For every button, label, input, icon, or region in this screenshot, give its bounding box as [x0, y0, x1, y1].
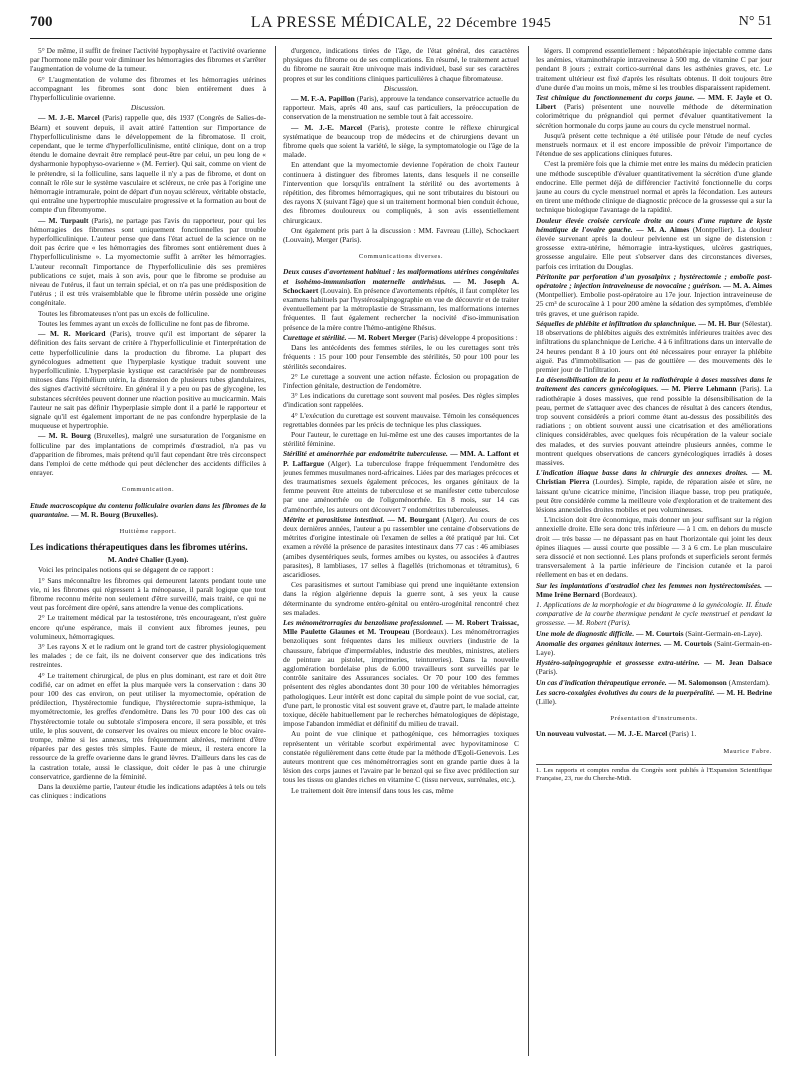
section-label: Discussion.	[383, 83, 419, 93]
communication-text: (Alger). La tuberculose frappe fréquemment l'endomètre des jeunes femmes musulmanes nord-africaines. Liées par des mariages précoces et des traumatismes sexuels également précoces, les organes génitaux de la femme peuvent être atteints de tuberculose et se manifester cette tuberculose par une aménorrhée ou de l'oligoménorrhée. En 8 mois, sur 14 cas d'aménorrhée, les auteurs ont découvert 7 endométrites tuberculeuses.	[283, 458, 519, 514]
communication-author: — M. Bourgant	[387, 514, 440, 524]
communication-text: (Amsterdam).	[728, 677, 770, 687]
paragraph: Ces parasitismes et surtout l'amibiase qui prend une inquiétante extension dans la région algérienne depuis la guerre sont, à ses yeux la cause déterminante du syndrome entéro-génital ou entéro-urogénital rencontré chez ses malades.	[283, 580, 519, 617]
communication-entry: 1. Applications de la morphologie et du biogramme à la gynécologie. II. Étude comparative de la courbe thermique pendant le cycle menstruel et pendant la grossesse. — M. Robert (Paris).	[536, 599, 772, 628]
section-label: Communications diverses.	[358, 253, 444, 261]
communication-text: (Paris) développe 4 propositions :	[417, 332, 518, 342]
paragraph: Le traitement doit être intensif dans tous les cas, même	[291, 785, 454, 795]
communication-author: — M. Courtois	[636, 628, 684, 638]
column-left	[30, 46, 266, 1066]
communication-text: (Alger). Au cours de ces deux dernières années, l'auteur a pu rassembler une centaine d'observations de métrites d'origine intestinale où l'examen de selles a été pratiqué par lui. Cet examen a révélé la présence de parasites intestinaux dans 77 cas : 46 amibiases (amibes dysentériques seuls, formes amibes ou kystes, ou associées à d'autres parasites), 8 lambliases, 17 selles à flagellés (trichomonas et tétramitus), 6 ascaridioses.	[283, 514, 519, 579]
communication-entry	[283, 267, 519, 331]
communication-title: Un cas d'indication thérapeutique erronée.	[536, 677, 667, 687]
communication-text: (Bordeaux).	[601, 589, 637, 599]
entry-text: (Paris), proteste contre le réflexe chirurgical systématique de beaucoup trop de médecins et de chirurgiens devant un fibrome quels que soient la variété, le siège, la symptomatologie ou l'âge de la malade.	[283, 122, 519, 160]
entry-text: (Paris), trouve qu'il est important de séparer la définition des faits servant de critère à l'hyperfolliculinie et l'interprétation de cette hyperfolliculinie dans la production du fibrome. La plupart des gynécologues admettent que l'hyperplasie kystique traduit souvent une hyperfolliculinie. L'hyperplasie kystique est caractérisée par de nombreuses mitoses dans l'épithélium utérin, la distension de plusieurs tubes glandulaires, des signes d'activité sécrétoire. En général il y a peu ou pas de glycogène, les substances sécrétées peuvent donner une réaction positive au mucicarmin. Mais l'auteur ne sait pas définir l'hyperplasie simple dont il a parlé le rapporteur et signale qu'il est également important de ne pas confondre hyperplasie de la muqueuse et hypertrophie.	[30, 329, 266, 431]
communication-text: (Sélestat). 18 observations de phlébites aiguës des extrémités inférieures traitées avec des infiltrations du splanchnique de Leriche. 4 à 6 infiltrations dans un intervalle de 24 heures pendant 8 à 10 jours ont été nécessaires pour enrayer la phlébite aiguë. Pas d'immobilisation — pas de gouttière — des mouvements dès le premier jour de l'infiltration.	[536, 318, 772, 374]
report-author: M. André Chalier (Lyon).	[107, 555, 189, 565]
section-label: Communication.	[121, 486, 175, 494]
entry-text: (Paris) rappelle que, dès 1937 (Congrès de Salies-de-Béarn) et souvent depuis, il avait attiré l'attention sur l'importance de l'hyperfolliculinisme dans le développement de la fibromatose. Il croit, cependant, que le terme d'hyperfolliculinisme, entité clinique, dont on a trop étendu le domaine devrait être remplacé peut-être par celui, un peu long de « dysharmonie hypophyso-ovarienne » (M. Ferrier). Qui sait, comme on vient de le prétendre, si la folliculine, sans laquelle il n'y a pas de fibrome, et dont on connaît le rôle sur le système vasculaire et scléreux, ne crée pas à l'origine une hémorragie intramurale, point de départ d'un noyau scléreux, véritable obstacle, qui entraîne une hypertrophie musculaire progressive et la formation au bout de compte d'un fibromyome.	[30, 113, 266, 215]
paragraph: d'urgence, indications tirées de l'âge, de l'état général, des caractères physiques du fibrome ou de ses complications. En résumé, le traitement actuel du fibrome ne saurait être univoque mais individuel, basé sur ses caractères propres et sur les conditions cliniques particulières à chaque fibromateuse.	[283, 46, 519, 83]
communication-entry	[536, 93, 772, 130]
communication-title: Hystéro-salpingographie et grossesse extra-utérine.	[536, 658, 700, 668]
communication-author: — M. Pierre Lehmann	[661, 384, 737, 394]
communication-title: Métrite et parasitisme intestinal.	[283, 514, 385, 524]
communication-entry	[536, 375, 772, 467]
entry-text: (Paris), approuve la tendance conservatrice actuelle du rapporteur. Mais, après 40 ans, sauf cas particuliers, la préoccupation de conservation de la menstruation ne semble tout à fait accessoire.	[283, 94, 519, 122]
communication-entry	[30, 501, 266, 519]
communication-entry	[536, 688, 772, 706]
communication-author: — M. Jean Dalsace	[703, 658, 772, 668]
discussion-entry	[30, 431, 266, 477]
speaker-name: — M. R. Moricard	[38, 329, 106, 339]
communication-text: (Paris). La radiothérapie à doses massives, que rend possible la désensibilisation de la peau, permet de s'attaquer avec des chances de résultat à des cancers étendus, trop souvent considérés a priori comme étant au-dessus des possibilités des radiations ; on obtient souvent aussi une cicatrisation et des améliorations cliniques considérables, avec quelques fois récupération de la valeur sociale des malades, et des survies pouvant atteindre plusieurs années, comme le montrent quelques observations de cancers gynécologiques irradiés à doses massives.	[536, 384, 772, 467]
issue-date: 22 Décembre 1945	[436, 16, 552, 31]
communication-title: Stérilité et aménorrhée par endométrite tuberculeuse.	[283, 449, 448, 459]
communication-author: — M. H. Bur	[698, 318, 741, 328]
paragraph: légers. Il comprend essentiellement : hépatothérapie injectable comme dans les anémies, vitaminothérapie intraveineuse à 500 mg. de vitamine C par jour pendant 8 jours ; extrait cortico-surrénal dans les asthénies graves, etc. Le traitement ultérieur est fixé d'après les résultats obtenus. Il doit toujours être d'une durée d'au moins un mois, même si les troubles disparaissent rapidement.	[536, 46, 772, 92]
speaker-name: — M. Turpault	[38, 215, 89, 225]
communication-entry	[536, 272, 772, 318]
communication-title: Les sacro-coxalgies évolutives du cours de la puerpéralité.	[536, 687, 715, 697]
communication-entry	[283, 515, 519, 579]
page-header	[30, 14, 772, 39]
communication-title: Sur les implantations d'œstradiol chez les femmes non hystérectomisées.	[536, 580, 762, 590]
discussion-entry	[30, 329, 266, 430]
communication-entry	[536, 658, 772, 676]
communication-author: — MM. A. Laffont et P. Laffargue	[283, 449, 519, 468]
communication-author: — Mme Irène Bernard	[536, 580, 772, 599]
communication-entry	[536, 729, 772, 738]
paragraph: 2° Le traitement médical par la testostérone, très encourageant, n'est guère encore qu'une espérance, mais il convient aux fibromes jeunes, peu volumineux, hémorragiques.	[30, 613, 266, 641]
paragraph: 6° L'augmentation de volume des fibromes et les hémorragies utérines accompagnant les fibromes sont donc bien entièrement dues à l'hyperfolliculinie ovarienne.	[30, 74, 266, 103]
communication-entry	[536, 216, 772, 271]
communication-text: (Paris) 1.	[669, 729, 697, 739]
speaker-name: — M. F.-A. Papillon	[291, 94, 355, 104]
communication-entry	[283, 333, 519, 342]
communication-author: — M. Joseph A. Schockaert	[283, 276, 519, 295]
communication-title: Douleur élevée croisée cervicale droite au cours d'une rupture de kyste hématique de l'ovaire gauche.	[536, 215, 772, 234]
communication-text: (Lourdes). Simple, rapide, de réparation aisée et sûre, ne laissant qu'une cicatrice minime, l'incision iliaque basse, trop peu pratiquée, peut être considérée comme la meilleure voie d'exploration et de traitement des lésions annexielles droites mobiles et peu volumineuses.	[536, 477, 772, 514]
communication-text: (Paris).	[536, 667, 558, 677]
communication-entry	[536, 319, 772, 374]
speaker-name: — M. R. Bourg	[38, 431, 91, 441]
issue-number: N° 51	[738, 14, 772, 29]
communication-author: — M. J.-E. Marcel	[608, 729, 668, 739]
signature: Maurice Fabre.	[723, 747, 772, 755]
column-right	[536, 46, 772, 1066]
communication-title: Curettage et stérilité.	[283, 332, 347, 342]
communication-entry	[283, 618, 519, 728]
paragraph: En attendant que la myomectomie devienne l'opération de choix l'auteur continuera à distinguer des fibromes latents, dans lesquels il ne conseille l'intervention que lorsqu'ils entraînent la stérilité ou des avortements à répétition, des fibromes hémorragiques, qui ne sont tributaires du bistouri ou des rayons X (suivant l'âge) que si un traitement hormonal bien conduit échoue, des fibromes douloureux ou compliqués, à son avis essentiellement chirurgicaux.	[283, 160, 519, 225]
communication-title: La désensibilisation de la peau et la radiothérapie à doses massives dans le traitement des cancers gynécologiques.	[536, 375, 772, 394]
communication-author: — M. Courtois	[663, 638, 712, 648]
paragraph: Dans la deuxième partie, l'auteur étudie les indications adaptées à tels ou tels cas cliniques : indications	[30, 782, 266, 801]
discussion-entry	[283, 94, 519, 122]
communication-text: (Montpellier). Embolie post-opératoire au 17e jour. Injection intraveineuse de 25 cm³ de scurocaïne à 1 pour 200 amène la sédation des symptômes, d'emblée très graves, et une guérison rapide.	[536, 290, 772, 318]
communication-author: — MM. F. Jayle et O. Libert	[536, 93, 772, 112]
communication-text: (Bordeaux). Les ménométrorragies benzoliques sont fréquentes dans les milieux ouvriers (industrie de la chaussure, fabrique d'imperméables, industrie des meubles, ministres, ateliers de peinture au pistolet, imprimeries, teintureries). Dans la nouvelle agglomération bordelaise plus de 6.000 travailleurs sont surveillés par le contrôle sanitaire des Assurances sociales. Or 70 pour 100 des femmes présentent des règles abondantes dont 30 pour 100 de véritables hémorragies pathologiques. Leur intérêt est donc capital du simple point de vue social, car, d'une part, le pronostic vital est souvent grave et, d'autre part, le malade atteinte toxique, décèle habituellement par le recherches hématologiques de dépistage, impose l'abandon immédiat et définitif du milieu de travail.	[283, 627, 519, 729]
communication-title: Péritonite par perforation d'un pyosalpinx ; hystérectomie ; embolie post-opératoire ; injection intraveineuse de novocaïne ; guérison.	[536, 271, 772, 291]
communication-author: — M. Robert Traissac, Mlle Paulette Glaunes et M. Troupeau	[283, 617, 519, 637]
paragraph: 1° Sans méconnaître les fibromes qui demeurent latents pendant toute une vie, ni les fibromes qui régressent à la ménopause, il paraît logique que tout fibrome reconnu mérite non seulement d'être surveillé, mais traité, ce qui ne veut pas forcément dire opéré, sans attendre la venue des complications.	[30, 575, 266, 613]
communication-entry	[283, 449, 519, 513]
communication-author: — M. H. Bedrine	[716, 687, 772, 697]
communication-author: — M. Christian Pierra	[536, 468, 772, 487]
entry-text: (Bruxelles), malgré une sursaturation de l'organisme en folliculine par des implantations de comprimés d'œstradiol, n'a pas vu d'apparition de fibromes, mais prétend qu'il faut cependant être très circonspect dans l'emploi de cette méthode qui peut déclencher des accidents difficiles à enrayer.	[30, 431, 266, 478]
article-columns	[30, 46, 772, 1066]
communication-entry	[536, 629, 772, 638]
paragraph: 5° De même, il suffit de freiner l'activité hypophysaire et l'activité ovarienne par l'hormone mâle pour voir diminuer les hémorragies des fibromes et s'arrêter l'augmentation de volume de la tumeur.	[30, 46, 266, 74]
paragraph: Toutes les femmes ayant un excès de folliculine ne font pas de fibrome.	[38, 318, 250, 328]
journal-title: LA PRESSE MÉDICALE,	[250, 14, 433, 31]
communication-title: Les ménométrorragies du benzolisme professionnel.	[283, 617, 444, 627]
section-label: Discussion.	[130, 103, 166, 113]
paragraph: 3° Les rayons X et le radium ont le grand tort de castrer physiologiquement les malades ; de ce fait, ils ne doivent conserver que des indications très restreintes.	[30, 641, 266, 670]
communication-title: Test chimique du fonctionnement du corps jaune.	[536, 93, 695, 103]
communication-text: (Louvain). En présence d'avortements répétés, il faut compléter les examens habituels par l'hystérosalpingographie en vue de découvrir et de traiter éventuellement par la métroplastie de Strassmann, les malformations internes fréquentes. Il faut également rechercher la nocivité d'iso-immunisation présence de la mère contre l'hémo-antigène Rhésus.	[283, 285, 519, 332]
section-label: Huitième rapport.	[119, 527, 177, 535]
communication-text: (Montpellier). La douleur élevée survenant après la douleur pelvienne est un signe de distension : grossesse extra-utérine, hémorragie intra-kystiques, ulcères gastriques, grossesse angulaire. Elle peut s'observer dans des circonstances diverses, parfois ces irritation du Douglas.	[536, 224, 772, 271]
discussion-entry	[30, 113, 266, 214]
paragraph: Voici les principales notions qui se dégagent de ce rapport :	[38, 565, 214, 575]
paragraph: Toutes les fibromateuses n'ont pas un excès de folliculine.	[38, 308, 210, 318]
paragraph: Au point de vue clinique et pathogénique, ces hémorragies toxiques représentent un véritable scorbut expérimental avec hypovitaminose C constatée régulièrement dans cette étude par la méthode d'Egoli-Genevois. Les auteurs montrent que ces ménométrorragies sont en grande partie dues à la lésion des corps jaunes et l'avaire par le benzol qui se fixe avec prédilection sur tous les tissus ou glandes riches en vitamine C (tissu nerveux, surrénales, etc.).	[283, 729, 519, 785]
communication-author: — M. Salomonson	[668, 677, 727, 687]
paragraph: L'incision doit être économique, mais donner un jour suffisant sur la région annexielle droite. Elle sera donc très inférieure — à 1 cm. en dehors du muscle droit — très basse — ne dépassant pas en haut l'horizontale qui joint les deux épines iliaques — aussi courte que possible — 3 à 6 cm. Le plan musculaire sera dissocié et non sectionné. Les plans profonds et superficiels seront fermés transversalement à la partie inférieure de l'incision cutanée et la paroi réellement en bas et en dedans.	[536, 515, 772, 580]
paragraph: 3° Les indications du curettage sont souvent mal posées. Des règles simples d'indication sont rappelées.	[283, 391, 519, 410]
communication-title: Etude macroscopique du contenu folliculaire ovarien dans les fibromes de la quarantaine.	[30, 500, 266, 519]
discussion-entry	[30, 216, 266, 308]
section-label: Présentation d'instruments.	[610, 715, 698, 723]
entry-text: (Paris), ne partage pas l'avis du rapporteur, pour qui les hémorragies des fibromes sont uniquement fonctionnelles par trouble hyperfolliculinique. L'auteur pense que dans l'état actuel de la science on ne doit pas écrire que « les hémorragies des fibromes sont entièrement dues à l'hyperfolliculinisme ». La myomectomie suffit à arrêter les hémorragies. L'auteur reconnaît l'importance de l'hyperfolliculinie dès ses premières publications ce sujet, mais à son avis, pour que le fibrome se produise au niveau de l'utérus, il faut un terrain spécial, et on n'a pas une prédisposition de l'utérus ; il est très vraisemblable que le fibrome utérin possède une origine congénitale.	[30, 215, 266, 308]
communication-author: — M. Robert Merger	[348, 332, 417, 342]
paragraph: 4° Le traitement chirurgical, de plus en plus dominant, est rare et doit être codifié, car on admet en effet la plus marquée vers la conservation : dans 30 pour 100 des cas environ, on peut utiliser la myomectomie, opération de prédilection, l'hystérectomie fundique, l'hystérectomie supra-isthmique, la myométrectomie, les greffes d'endomètre. Dans les 70 pour 100 des cas où l'hystérectomie totale ou subtotale s'imposera encore, il sera possible, et très utile, le plus souvent, de conserver les ovaires ou mieux encore le bloc ovaire-trompe, même si les annexes, très fréquemment altérées, méritent d'être réparées par des gestes très simples. Faute de mieux, il restera encore la ressource de la greffe ovarienne dans le grand lèvres. D'ailleurs dans les cas de la castration totale, aussi le classique, doit céder le pas à une chirurgie conservatrice, gardienne de la féminité.	[30, 670, 266, 781]
report-title: Les indications thérapeutiques dans les fibromes utérins.	[30, 542, 248, 553]
paragraph: Ont également pris part à la discussion : MM. Favreau (Lille), Schockaert (Louvain), Merger (Paris).	[283, 225, 519, 245]
communication-text: (Lille).	[536, 697, 557, 707]
discussion-entry	[283, 123, 519, 160]
column-divider	[528, 46, 529, 1056]
footnote: 1. Les rapports et comptes rendus du Congrès sont publiés à l'Expansion Scientifique Française, 23, rue du Cherche-Midi.	[536, 764, 772, 783]
speaker-name: — M. J.-E. Marcel	[291, 122, 363, 132]
communication-entry	[536, 468, 772, 514]
paragraph: C'est la première fois que la chimie met entre les mains du médecin praticien une méthode susceptible d'évaluer quantitativement la sécrétion d'une glande endocrine. Elle permet déjà de différencier l'activité fonctionnelle du corps jaune au cours du cycle menstruel normal et après la fécondation. Les auteurs en tirent une méthode clinique de diagnostic précoce de la grossesse qui a sur la technique biologique l'avantage de la rapidité.	[536, 159, 772, 215]
communication-title: L'indication iliaque basse dans la chirurgie des annexes droites.	[536, 468, 748, 478]
paragraph: Pour l'auteur, le curettage en lui-même est une des causes importantes de la stérilité féminine.	[283, 429, 519, 449]
communication-title: Séquelles de phlébite et infiltration du splanchnique.	[536, 318, 697, 328]
communication-title: Une mole de diagnostic difficile.	[536, 628, 635, 638]
communication-text: (Saint-Germain-en-Laye).	[536, 638, 772, 657]
communication-text: (Paris) présentent une nouvelle méthode de détermination colorimétrique du prégnandiol qui permet d'évaluer quantitativement la sécrétion hormonale du corps jaune au cours du cycle menstruel normal.	[536, 102, 772, 130]
communication-entry	[536, 581, 772, 599]
communication-title: Anomalie des organes génitaux internes.	[536, 638, 662, 648]
paragraph: Jusqu'à présent cette technique a été utilisée pour l'étude de neuf cycles menstruels normaux et il est encore impossible de prévoir l'importance de l'étendue de ses applications cliniques futures.	[536, 130, 772, 159]
communication-entry	[536, 678, 772, 687]
speaker-name: — M. J.-E. Marcel	[38, 113, 100, 123]
communication-author: — M. R. Bourg (Bruxelles).	[71, 509, 158, 519]
journal-masthead	[30, 14, 772, 32]
paragraph: 4° L'exécution du curettage est souvent mauvaise. Témoin les conséquences regrettables données par les précis de technique les plus classiques.	[283, 410, 519, 429]
communication-author: — M. A. Aimes	[723, 281, 772, 291]
communication-title: Deux causes d'avortement habituel : les malformations utérines congénitales et isohémo-immunisation maternelle antirhésus.	[283, 267, 519, 286]
paragraph: 2° Le curettage a souvent une action néfaste. Éclosion ou propagation de l'infection génitale, destruction de l'endomètre.	[283, 371, 519, 390]
communication-entry	[536, 639, 772, 657]
communication-author: — M. A. Aimes	[636, 224, 690, 234]
communication-title: Un nouveau vulvostat.	[536, 729, 607, 739]
column-divider	[275, 46, 276, 1056]
column-middle	[283, 46, 519, 1066]
paragraph: Dans les antécédents des femmes stériles, le ou les curettages sont très fréquents : 15 pour 100 pour l'ensemble des stérilités, 50 pour 100 pour les stérilités secondaires.	[283, 343, 519, 371]
communication-text: (Saint-Germain-en-Laye).	[685, 628, 763, 638]
page-number: 700	[30, 14, 53, 30]
